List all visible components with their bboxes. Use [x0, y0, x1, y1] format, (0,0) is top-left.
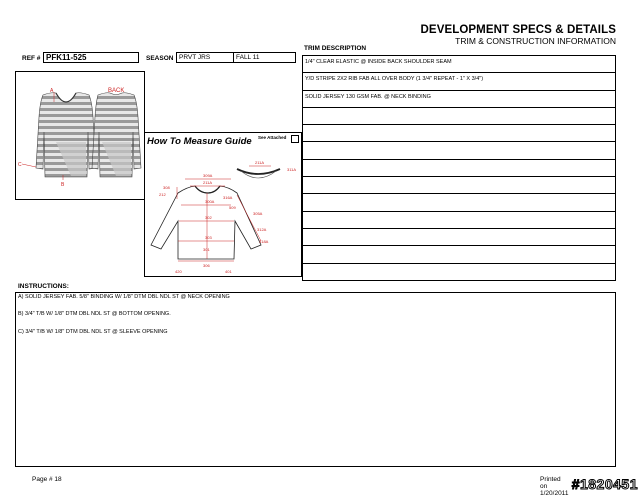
season-value: PRVT JRS	[176, 52, 234, 63]
trim-row[interactable]: Y/D STRIPE 2X2 RIB FAB ALL OVER BODY (1 3/4" REPEAT - 1" X 3/4")	[303, 73, 616, 90]
trim-row[interactable]	[303, 264, 616, 281]
printed-date: Printed on 1/20/2011	[540, 476, 569, 495]
point-308: 308	[163, 185, 170, 190]
trim-row[interactable]: SOLID JERSEY 130 GSM FAB. @ NECK BINDING	[303, 91, 616, 108]
point-305a: 305A	[253, 211, 263, 216]
trim-row[interactable]	[303, 108, 616, 125]
trim-row[interactable]	[303, 229, 616, 246]
trim-label: TRIM DESCRIPTION	[304, 45, 367, 52]
point-509: 509	[229, 205, 236, 210]
ref-label: REF #	[22, 55, 41, 62]
trim-row[interactable]	[303, 160, 616, 177]
point-c-label: C	[18, 162, 22, 168]
instruction-line: C) 3/4" T/B W/ 1/8" DTM DBL NDL ST @ SLEEVE OPENING	[18, 328, 168, 335]
point-312a: 312A	[257, 227, 267, 232]
see-attached-label: See Attached	[258, 135, 287, 140]
season-label: SEASON	[146, 55, 174, 62]
point-a-label: A	[50, 88, 54, 94]
ref-value: PFK11-525	[43, 52, 139, 63]
instructions-box[interactable]	[15, 292, 616, 467]
trim-row[interactable]	[303, 194, 616, 211]
instruction-line: B) 3/4" T/B W/ 1/8" DTM DBL NDL ST @ BOTTOM OPENING.	[18, 311, 171, 318]
point-211a: 211A	[203, 180, 213, 185]
trim-row[interactable]	[303, 177, 616, 194]
point-306: 306	[203, 263, 210, 268]
trim-row[interactable]	[303, 125, 616, 142]
point-211a-neck: 211A	[255, 160, 265, 165]
page-number: Page # 18	[32, 476, 62, 483]
point-212: 212	[159, 192, 166, 197]
trim-row[interactable]	[303, 212, 616, 229]
point-420: 420	[175, 269, 182, 274]
point-309a: 309A	[203, 173, 213, 178]
garment-sketch	[15, 71, 145, 200]
garment-sketch-drawing	[16, 72, 146, 201]
page-title: DEVELOPMENT SPECS & DETAILS	[420, 24, 616, 36]
trim-table	[302, 55, 616, 281]
trim-row[interactable]	[303, 246, 616, 263]
point-311a: 311A	[287, 167, 297, 172]
point-b-label: B	[61, 182, 65, 188]
measure-guide-title: How To Measure Guide	[147, 136, 252, 147]
point-318a: 318A	[259, 239, 269, 244]
trim-row[interactable]	[303, 142, 616, 159]
measure-guide-drawing	[145, 133, 303, 278]
instruction-line: A) SOLID JERSEY FAB. 5/8" BINDING W/ 1/8" DTM DBL NDL ST @ NECK OPENING	[18, 294, 230, 300]
point-300a: 300A	[205, 199, 215, 204]
see-attached-checkbox[interactable]	[291, 135, 299, 143]
measure-guide	[144, 132, 302, 277]
point-301: 301	[203, 247, 210, 252]
watermark: #1820451	[571, 476, 638, 492]
point-401: 401	[225, 269, 232, 274]
instructions-label: INSTRUCTIONS:	[18, 283, 69, 290]
page-subtitle: TRIM & CONSTRUCTION INFORMATION	[455, 36, 616, 46]
trim-row[interactable]: 1/4" CLEAR ELASTIC @ INSIDE BACK SHOULDER SEAM	[303, 56, 616, 73]
point-316a: 316A	[223, 195, 233, 200]
point-303: 303	[205, 235, 212, 240]
point-302: 302	[205, 215, 212, 220]
back-label: BACK	[108, 88, 125, 94]
season-term: FALL 11	[233, 52, 296, 63]
